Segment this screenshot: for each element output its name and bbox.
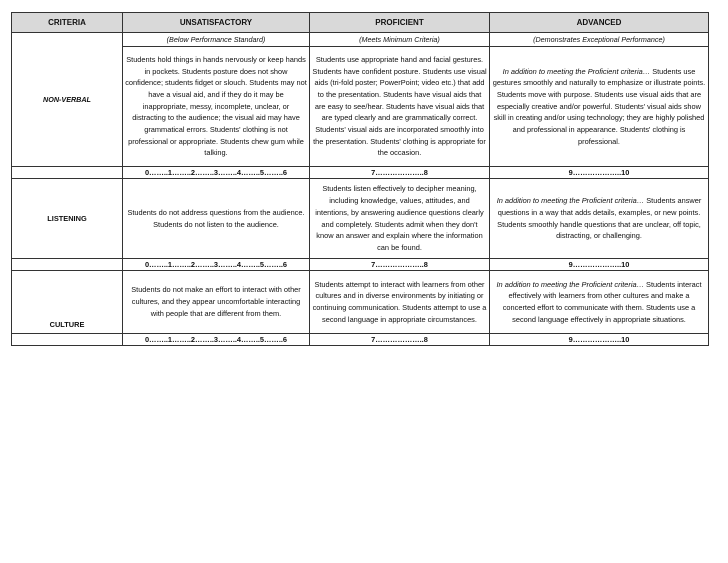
score-advanced: 9………………..10	[490, 334, 709, 346]
listening-advanced	[490, 179, 709, 259]
listening-unsatisfactory: Students do not address questions from the audience. Students do not listen to the audience.	[123, 179, 310, 259]
nonverbal-advanced	[490, 47, 709, 167]
header-advanced: ADVANCED	[490, 13, 709, 33]
subheader-unsatisfactory: (Below Performance Standard)	[123, 33, 310, 47]
subheader-advanced: (Demonstrates Exceptional Performance)	[490, 33, 709, 47]
nonverbal-advanced-text: Students use gestures smoothly and naturally to emphasize or illustrate points. Students move with purpose. Students use visual aids that are especially creative and/or powerful. Students' visual aids show skill in creating and/or using technology; they are highly polished and professional in appearance. Students' clothing is professional.	[492, 66, 706, 146]
header-unsatisfactory: UNSATISFACTORY	[123, 13, 310, 33]
score-unsatisfactory: 0……..1……..2……..3……..4……..5……..6	[123, 167, 310, 179]
header-proficient: PROFICIENT	[310, 13, 490, 33]
row-culture	[12, 271, 709, 334]
score-row-listening	[12, 259, 709, 271]
subheader-row	[12, 33, 709, 47]
score-blank	[12, 167, 123, 179]
score-advanced: 9………………..10	[490, 167, 709, 179]
culture-advanced-lead: In addition to meeting the Proficient criteria…	[496, 279, 644, 289]
score-unsatisfactory: 0……..1……..2……..3……..4……..5……..6	[123, 259, 310, 271]
subheader-proficient: (Meets Minimum Criteria)	[310, 33, 490, 47]
listening-proficient: Students listen effectively to decipher meaning, including knowledge, values, attitudes, and intentions, by answering audience questions clearly and completely. Students admit when they don't know an answer and explain where the information can be found.	[310, 179, 490, 259]
score-proficient: 7………………..8	[310, 259, 490, 271]
score-advanced: 9………………..10	[490, 259, 709, 271]
culture-unsatisfactory: Students do not make an effort to interact with other cultures, and they appear uncomfortable interacting with people that are different from them.	[123, 271, 310, 334]
criteria-listening-label: LISTENING	[12, 179, 123, 259]
score-blank	[12, 334, 123, 346]
score-blank	[12, 259, 123, 271]
culture-advanced	[490, 271, 709, 334]
rubric-table	[11, 12, 709, 346]
culture-advanced-text: Students interact effectively with learners from other cultures and make a concerted effort to communicate with them. Students use a second language effectively in appropriate situations.	[502, 279, 702, 324]
nonverbal-proficient: Students use appropriate hand and facial gestures. Students have confident posture. Students use visual aids (tri-fold poster; PowerPoint; video etc.) that add to the presentation. Students have visual aids that are easy to see/hear. Students have visual aids that are typed clearly and are grammatically correct. Students' visual aids are incorporated smoothly into the presentation. Students' clothing is appropriate for the occasion.	[310, 47, 490, 167]
listening-advanced-lead: In addition to meeting the Proficient criteria…	[496, 196, 645, 206]
score-proficient: 7………………..8	[310, 167, 490, 179]
score-row-culture	[12, 334, 709, 346]
score-unsatisfactory: 0……..1……..2……..3……..4……..5……..6	[123, 334, 310, 346]
nonverbal-advanced-lead: In addition to meeting the Proficient criteria…	[502, 66, 651, 76]
criteria-nonverbal-label: NON-VERBAL	[12, 33, 123, 167]
header-row	[12, 13, 709, 33]
criteria-culture-label: CULTURE	[12, 271, 123, 334]
nonverbal-unsatisfactory: Students hold things in hands nervously or keep hands in pockets. Students posture does not show confidence; students fidget or slouch. Students may not have a visual aid, and if they do it may be inappropriate, messy, incomplete, unclear, or distracting to the audience; the visual aid may have grammatical errors. Students' clothing is not professional or appropriate. Students chew gum while talking.	[123, 47, 310, 167]
culture-proficient: Students attempt to interact with learners from other cultures and in diverse environments by initiating or continuing communication. Students attempt to use a second language in appropriate circumstances.	[310, 271, 490, 334]
listening-advanced-text: Students answer questions in a way that adds details, examples, or new points. Students smoothly handle questions that are unclear, off topic, distracting, or challenging.	[497, 196, 702, 241]
header-criteria: CRITERIA	[12, 13, 123, 33]
row-listening	[12, 179, 709, 259]
score-row-nonverbal	[12, 167, 709, 179]
score-proficient: 7………………..8	[310, 334, 490, 346]
